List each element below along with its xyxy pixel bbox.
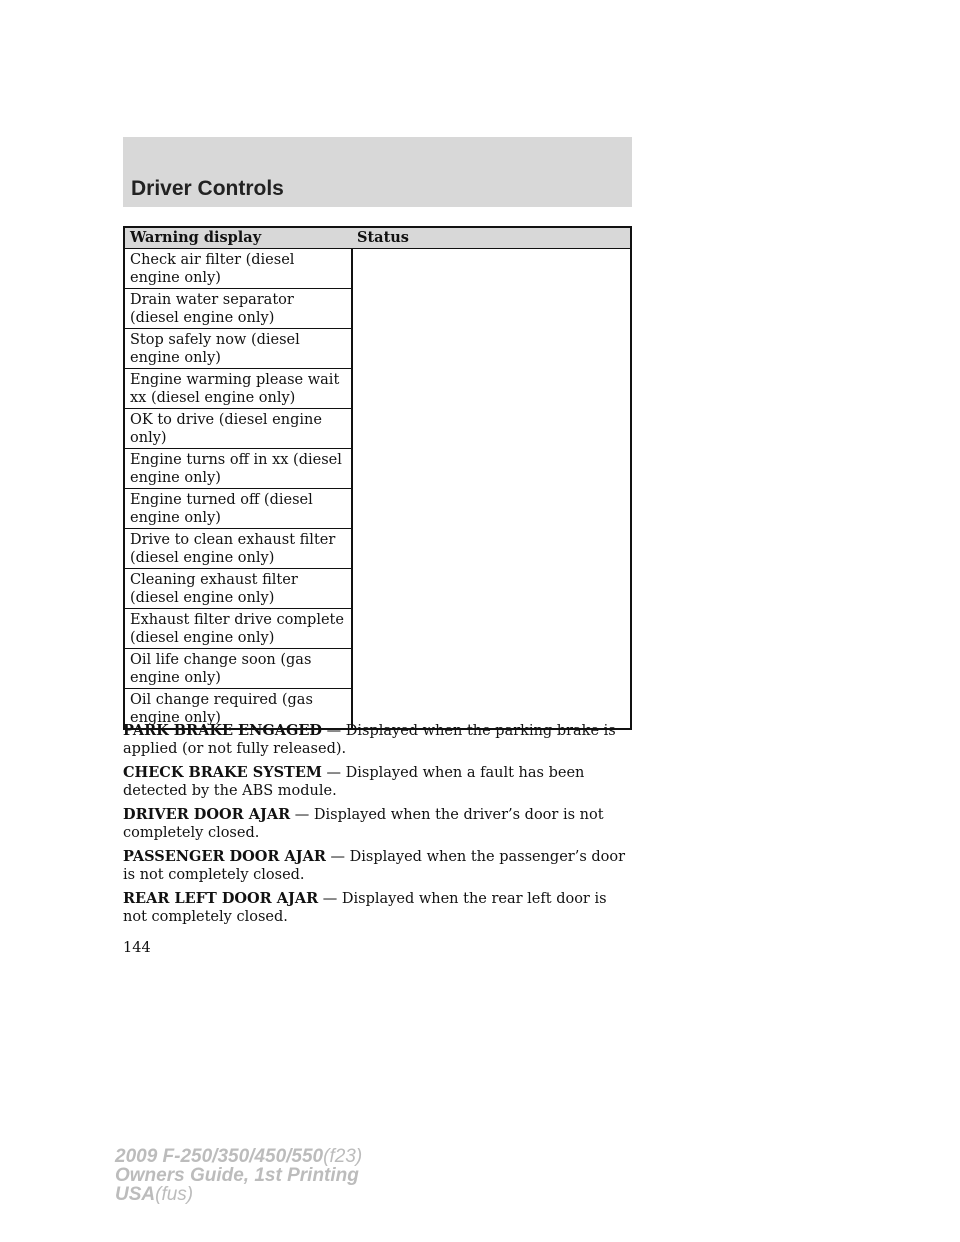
- warning-term: DRIVER DOOR AJAR: [123, 806, 291, 823]
- description-paragraph: [123, 722, 632, 758]
- warning-description: — Displayed when the parking brake is applied (or not fully released).: [123, 723, 616, 757]
- footer-market-code: (fus): [155, 1184, 194, 1205]
- column-header-warning-display: Warning display: [124, 227, 352, 249]
- warning-description: — Displayed when the driver’s door is not completely closed.: [123, 807, 604, 841]
- warning-cell: Oil life change soon (gas engine only): [124, 649, 352, 689]
- warning-cell: Engine turns off in xx (diesel engine only): [124, 449, 352, 489]
- warning-cell: Exhaust filter drive complete (diesel engine only): [124, 609, 352, 649]
- warning-cell: Engine warming please wait xx (diesel engine only): [124, 369, 352, 409]
- warning-cell: Oil change required (gas engine only): [124, 689, 352, 730]
- footer-market: USA: [115, 1184, 156, 1205]
- warning-cell: Cleaning exhaust filter (diesel engine only): [124, 569, 352, 609]
- footer-model-code: (f23): [323, 1146, 363, 1167]
- section-header: [123, 137, 632, 207]
- warning-description: — Displayed when the passenger’s door is not completely closed.: [123, 849, 626, 883]
- footer-model: 2009 F-250/350/450/550: [115, 1146, 324, 1167]
- warning-cell: Check air filter (diesel engine only): [124, 249, 352, 289]
- warning-cell: Drain water separator (diesel engine only): [124, 289, 352, 329]
- footer-line-market: [115, 1185, 362, 1204]
- warning-description: — Displayed when the rear left door is not completely closed.: [123, 891, 607, 925]
- description-paragraph: [123, 764, 632, 800]
- warning-term: CHECK BRAKE SYSTEM: [123, 764, 322, 781]
- description-paragraph: [123, 848, 632, 884]
- warning-display-table: [123, 226, 632, 730]
- warning-term: PARK BRAKE ENGAGED: [123, 722, 323, 739]
- table-row: [124, 249, 631, 289]
- description-paragraph: [123, 806, 632, 842]
- footer-printing: Owners Guide, 1st Printing: [115, 1165, 359, 1186]
- column-header-status: Status: [352, 227, 631, 249]
- description-paragraph: [123, 890, 632, 926]
- print-footer: [115, 1147, 362, 1204]
- warning-description: — Displayed when a fault has been detected by the ABS module.: [123, 765, 585, 799]
- footer-line-printing: [115, 1166, 362, 1185]
- warning-cell: Engine turned off (diesel engine only): [124, 489, 352, 529]
- footer-line-model: [115, 1147, 362, 1166]
- warning-cell: Drive to clean exhaust filter (diesel engine only): [124, 529, 352, 569]
- page-number: 144: [123, 940, 151, 956]
- status-cell: [352, 249, 631, 730]
- warning-cell: OK to drive (diesel engine only): [124, 409, 352, 449]
- warning-term: REAR LEFT DOOR AJAR: [123, 890, 319, 907]
- warning-cell: Stop safely now (diesel engine only): [124, 329, 352, 369]
- section-title: Driver Controls: [131, 177, 284, 200]
- table-header-row: [124, 227, 631, 249]
- warning-term: PASSENGER DOOR AJAR: [123, 848, 326, 865]
- warning-descriptions: [123, 722, 632, 932]
